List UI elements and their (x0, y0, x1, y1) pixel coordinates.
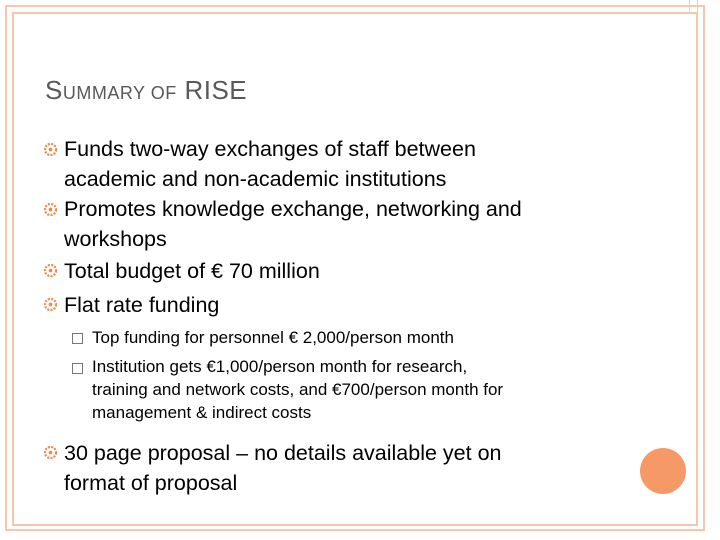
slide-title: SUMMARY OF RISE (45, 75, 248, 105)
frame-tick-right (697, 0, 698, 12)
bullet-text: Promotes knowledge exchange, networking and workshops (64, 197, 522, 251)
bullet-text: Funds two-way exchanges of staff between academic and non-academic institutions (64, 137, 476, 191)
bullet-text: 30 page proposal – no details available yet on format of proposal (64, 441, 502, 495)
bullet-text: Total budget of € 70 million (64, 259, 320, 283)
gear-bullet-icon (44, 264, 57, 277)
sub-bullet-text: Institution gets €1,000/person month for research, training and network costs, and €700/person month for management & indirect costs (92, 357, 504, 422)
checkbox-bullet-icon (72, 333, 83, 344)
checkbox-bullet-icon (72, 363, 83, 374)
gear-bullet-icon (44, 143, 57, 156)
sub-bullet-text: Top funding for personnel € 2,000/person month (92, 328, 454, 347)
bullet-text: Flat rate funding (64, 293, 220, 317)
gear-bullet-icon (44, 203, 57, 216)
gear-bullet-icon (44, 298, 57, 311)
frame-tick-left (689, 0, 690, 12)
gear-bullet-icon (44, 446, 57, 459)
